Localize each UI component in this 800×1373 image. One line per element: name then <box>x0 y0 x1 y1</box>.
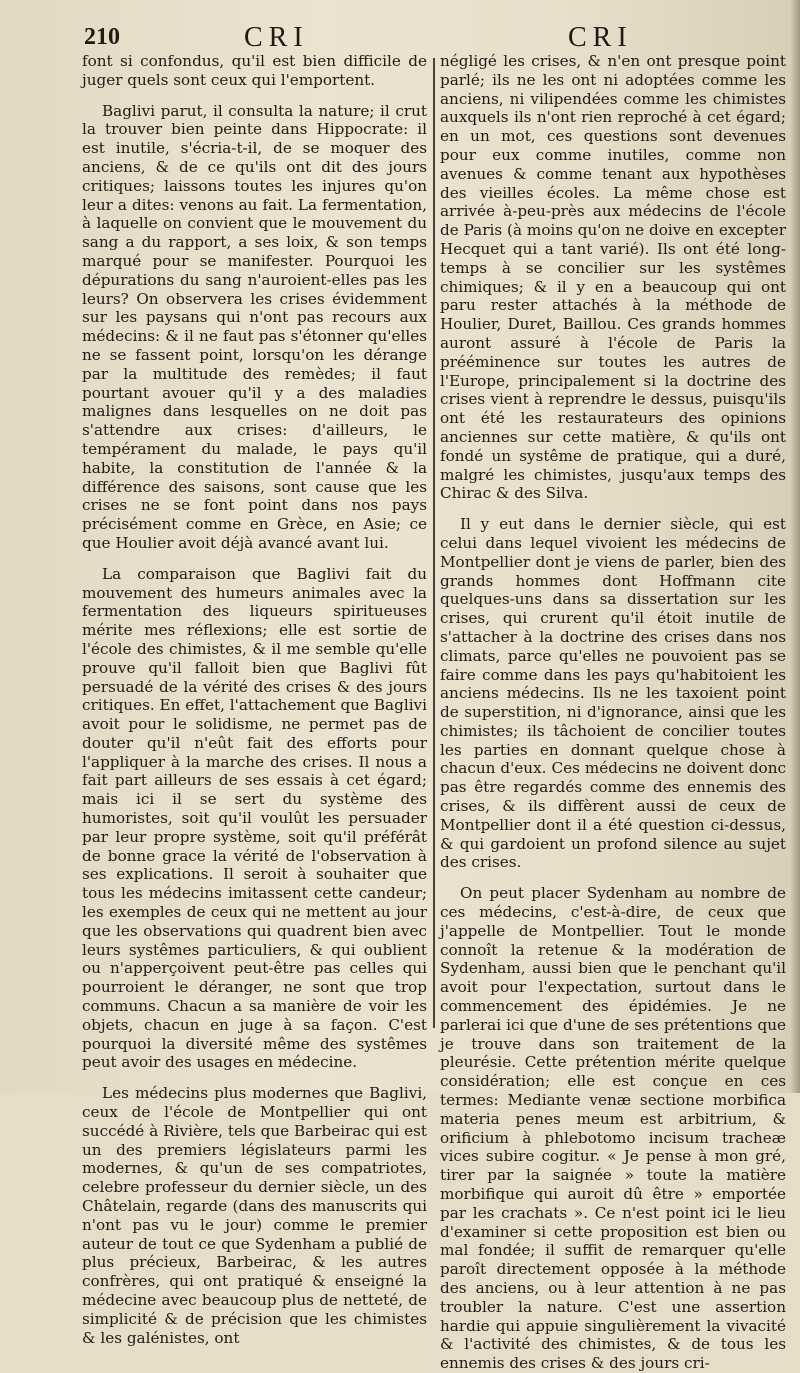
paragraph: Les médecins plus modernes que Baglivi, ceux de l'école de Montpellier qui ont succédé à Rivière, tels que Barbeirac qui est un des premiers législateurs parmi les modernes, & qu'un de ses compatriotes, celebre professeur du dernier siècle, un des Châtelain, regarde (dans des manuscrits qui n'ont pas vu le jour) comme le premier auteur de tout ce que Sydenham a publié de plus précieux, Barbeirac, & les autres confrères, qui ont pratiqué & enseigné la médecine avec beaucoup plus de netteté, de simplicité & de précision que les chimistes & les galénistes, ont <box>82 1084 427 1347</box>
right-column <box>440 52 786 1373</box>
paragraph: Il y eut dans le dernier siècle, qui est celui dans lequel vivoient les médecins de Montpellier dont je viens de parler, bien des grands hommes dont Hoffmann cite quelques-uns dans sa dissertation sur les crises, qui crurent qu'il étoit inutile de s'attacher à la doctrine des crises dans nos climats, parce qu'elles ne pouvoient pas se faire comme dans les pays qu'habitoient les anciens médecins. Ils ne les taxoient point de superstition, ni d'ignorance, ainsi que les chimistes; ils tâchoient de concilier toutes les parties en donnant quelque chose à chacun d'eux. Ces médecins ne doivent donc pas être regardés comme des ennemis des crises, & ils diffèrent aussi de ceux de Montpellier dont il a été question ci-dessus, & qui gardoient un profond silence au sujet des crises. <box>440 515 786 872</box>
paragraph: On peut placer Sydenham au nombre de ces médecins, c'est-à-dire, de ceux que j'appelle de Montpellier. Tout le monde connoît la retenue & la modération de Sydenham, aussi bien que le penchant qu'il avoit pour l'expectation, surtout dans le commencement des épidémies. Je ne parlerai ici que d'une de ses prétentions que je trouve dans son traitement de la pleurésie. Cette prétention mérite quelque considération; elle est conçue en ces termes: Mediante venæ sectione morbifica materia penes meum est arbitrium, & orificium à phlebotomo incisum tracheæ vices subire cogitur. « Je pense à mon gré, tirer par la saignée » toute la matière morbifique qui auroit dû être » emportée par les crachats ». Ce n'est point ici le lieu d'examiner si cette proposition est bien ou mal fondée; il suffit de remarquer qu'elle paroît directement opposée à la méthode des anciens, ou à leur attention à ne pas troubler la nature. C'est une assertion hardie qui appuie singulièrement la vivacité & l'activité des chimistes, & de tous les ennemis des crises & des jours cri- <box>440 884 786 1373</box>
column-divider <box>433 58 435 1028</box>
paragraph: négligé les crises, & n'en ont presque point parlé; ils ne les ont ni adoptées comme les anciens, ni vilipendées comme les chimistes auxquels ils n'ont rien reproché à cet égard; en un mot, ces questions sont devenues pour eux comme inutiles, comme non avenues & comme tenant aux hypothèses des vieilles écoles. La même chose est arrivée à-peu-près aux médecins de l'école de Paris (à moins qu'on ne doive en excepter Hecquet qui a tant varié). Ils ont été long-temps à se concilier sur les systêmes chimiques; & il y en a beaucoup qui ont paru rester attachés à la méthode de Houlier, Duret, Baillou. Ces grands hommes auront assuré à l'école de Paris la prééminence sur toutes les autres de l'Europe, principalement si la doctrine des crises vient à reprendre le dessus, puisqu'ils ont été les restaurateurs des opinions anciennes sur cette matière, & qu'ils ont fondé un systême de pratique, qui a duré, malgré les chimistes, jusqu'aux temps des Chirac & des Silva. <box>440 52 786 503</box>
paragraph: Baglivi parut, il consulta la nature; il crut la trouver bien peinte dans Hippocrate: il est inutile, s'écria-t-il, de se moquer des anciens, & de ce qu'ils ont dit des jours critiques; laissons toutes les injures qu'on leur a dites: venons au fait. La fermentation, à laquelle on convient que le mouvement du sang a du rapport, a ses loix, & son temps marqué pour se manifester. Pourquoi les dépurations du sang n'auroient-elles pas les leurs? On observera les crises évidemment sur les paysans qui n'ont pas recours aux médecins: & il ne faut pas s'étonner qu'elles ne se fassent point, lorsqu'on les dérange par la multitude des remèdes; il faut pourtant avouer qu'il y a des maladies malignes dans lesquelles on ne doit pas s'attendre aux crises: d'ailleurs, le tempérament du malade, le pays qu'il habite, la constitution de l'année & la différence des saisons, sont cause que les crises ne se font point dans nos pays précisément comme en Grèce, en Asie; ce que Houlier avoit déjà avancé avant lui. <box>82 101 427 552</box>
running-head-left: CRI <box>244 22 309 53</box>
paragraph: La comparaison que Baglivi fait du mouvement des humeurs animales avec la fermentation des liqueurs spiritueuses mérite mes réflexions; elle est sortie de l'école des chimistes, & il me semble qu'elle prouve qu'il falloit bien que Baglivi fût persuadé de la vérité des crises & des jours critiques. En effet, l'attachement que Baglivi avoit pour le solidisme, ne permet pas de douter qu'il n'eût fait des efforts pour l'appliquer à la marche des crises. Il nous a fait part ailleurs de ses essais à cet égard; mais ici il se sert du système des humoristes, soit qu'il voulût les persuader par leur propre système, soit qu'il préférât de bonne grace la vérité de l'observation à ses explications. Il seroit à souhaiter que tous les médecins imitassent cette candeur; les exemples de ceux qui ne mettent au jour que les observations qui quadrent bien avec leurs systêmes particuliers, & qui oublient ou n'apperçoivent peut-être pas celles qui pourroient le déranger, ne sont que trop communs. Chacun a sa manière de voir les objets, chacun en juge à sa façon. C'est pourquoi la diversité même des systêmes peut avoir des usages en médecine. <box>82 564 427 1072</box>
page-number: 210 <box>84 24 120 50</box>
left-column <box>82 52 427 1347</box>
paragraph: font si confondus, qu'il est bien difficile de juger quels sont ceux qui l'emportent. <box>82 52 427 89</box>
running-head-right: CRI <box>568 22 633 53</box>
page-edge-shadow <box>790 0 800 1093</box>
running-header <box>0 22 800 54</box>
